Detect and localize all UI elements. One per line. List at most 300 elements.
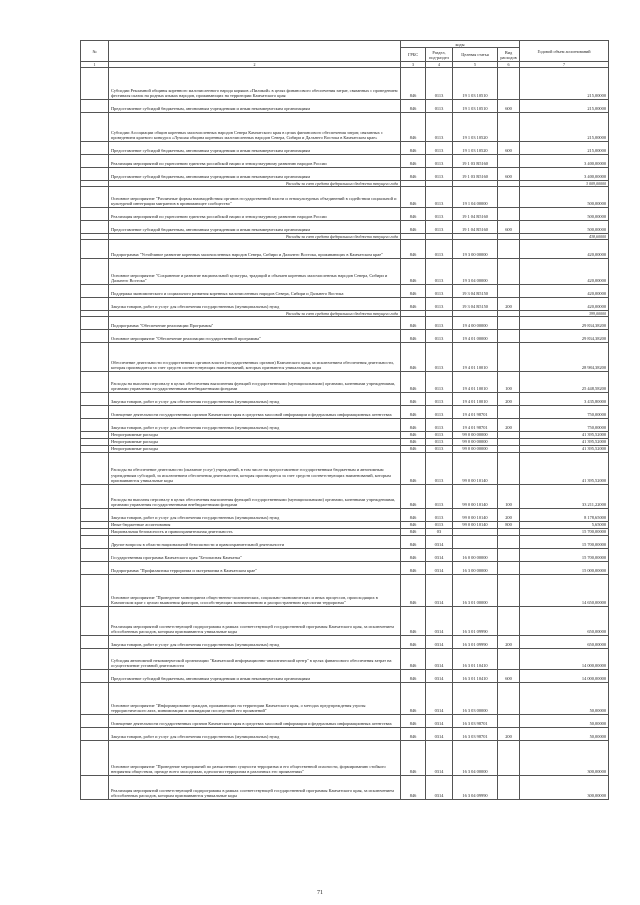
row-razdel: 0113 xyxy=(426,187,453,208)
row-csr: 19 3 04 00000 xyxy=(453,259,498,285)
row-name: Закупка товаров, работ и услуг для обеспечения государственных (муниципальных) нужд xyxy=(109,509,401,522)
row-num xyxy=(81,208,109,221)
row-name: Реализация мероприятий по укреплению единства российской нации и этнокультурному развитию народов России xyxy=(109,155,401,168)
row-razdel: 0314 xyxy=(426,741,453,776)
row-csr: 19 3 04 R5150 xyxy=(453,285,498,298)
row-num xyxy=(81,529,109,536)
row-vr xyxy=(498,68,520,100)
row-amount: 15 700,00000 xyxy=(520,549,609,562)
row-vr xyxy=(498,562,520,575)
row-vr xyxy=(498,285,520,298)
row-num xyxy=(81,221,109,234)
row-grbs: 846 xyxy=(401,715,426,728)
row-vr xyxy=(498,259,520,285)
row-amount: 300,00000 xyxy=(520,776,609,800)
row-vr xyxy=(498,240,520,259)
row-num xyxy=(81,485,109,509)
row-name: Реализация мероприятий соответствующей подпрограммы в рамках соответствующей государственной программы Камчатского края, за исключением обособленных расходов, которым присваиваются уникальные коды xyxy=(109,776,401,800)
header-num: № xyxy=(81,41,109,62)
col-index: 1 xyxy=(81,62,109,68)
table-row xyxy=(81,155,609,168)
row-grbs: 846 xyxy=(401,522,426,529)
row-grbs: 846 xyxy=(401,636,426,649)
row-csr: 19 1 03 10510 xyxy=(453,68,498,100)
row-name: Иные бюджетные ассигнования xyxy=(109,522,401,529)
row-num xyxy=(81,636,109,649)
row-csr: 99 0 00 10140 xyxy=(453,522,498,529)
row-csr: 19 3 00 00000 xyxy=(453,240,498,259)
row-csr: 19 1 03 10520 xyxy=(453,113,498,142)
row-vr xyxy=(498,343,520,372)
row-csr: 99 0 00 00000 xyxy=(453,432,498,439)
row-grbs: 846 xyxy=(401,439,426,446)
row-num xyxy=(81,100,109,113)
row-name: Расходы на выплаты персоналу в целях обеспечения выполнения функций государственными (муниципальными) органами, казенными учреждениями, органами управления государственными внебюджетными фондами xyxy=(109,485,401,509)
row-grbs: 846 xyxy=(401,432,426,439)
row-name: Другие вопросы в области национальной безопасности и правоохранительной деятельности xyxy=(109,536,401,549)
row-amount: 8 178,65000 xyxy=(520,509,609,522)
row-csr: 19 4 00 00000 xyxy=(453,317,498,330)
row-grbs: 846 xyxy=(401,317,426,330)
row-vr xyxy=(498,432,520,439)
table-row xyxy=(81,683,609,715)
row-csr: 19 1 03 10510 xyxy=(453,100,498,113)
row-grbs: 846 xyxy=(401,562,426,575)
row-razdel: 0113 xyxy=(426,393,453,406)
row-name: Закупка товаров, работ и услуг для обеспечения государственных (муниципальных) нужд xyxy=(109,298,401,311)
row-num xyxy=(81,509,109,522)
row-num xyxy=(81,549,109,562)
table-row xyxy=(81,406,609,419)
row-amount: 50,00000 xyxy=(520,683,609,715)
row-name: Расходы за счет средств федерального бюджета текущего года xyxy=(109,234,401,240)
row-num xyxy=(81,536,109,549)
row-razdel: 0113 xyxy=(426,317,453,330)
row-csr: 19 4 01 98701 xyxy=(453,406,498,419)
row-num xyxy=(81,317,109,330)
row-name: Предоставление субсидий бюджетным, автономным учреждениям и иным некоммерческим организациям xyxy=(109,670,401,683)
row-vr xyxy=(498,715,520,728)
row-grbs: 846 xyxy=(401,728,426,741)
row-amount: 420,00000 xyxy=(520,240,609,259)
row-razdel: 0314 xyxy=(426,776,453,800)
row-num xyxy=(81,439,109,446)
row-name: Реализация мероприятий соответствующей подпрограммы в рамках соответствующей государственной программы Камчатского края, за исключением обособленных расходов, которым присваиваются уникальные коды xyxy=(109,607,401,636)
row-grbs: 846 xyxy=(401,453,426,485)
row-name: Освещение деятельности государственных органов Камчатского края в средствах массовой информации и федеральных информационных агентствах xyxy=(109,715,401,728)
row-name: Предоставление субсидий бюджетным, автономным учреждениям и иным некоммерческим организациям xyxy=(109,168,401,181)
row-grbs: 846 xyxy=(401,372,426,393)
row-razdel: 0113 xyxy=(426,240,453,259)
row-vr: 200 xyxy=(498,509,520,522)
row-num xyxy=(81,259,109,285)
row-amount: 300,00000 xyxy=(520,741,609,776)
row-name: Субсидия автономной некоммерческой организации "Камчатский информационно-аналитический центр" в целях финансового обеспечения затрат на осуществление уставной деятельности xyxy=(109,649,401,670)
row-amount: 33 211,22000 xyxy=(520,485,609,509)
row-name: Субсидии Ассоциации общин коренных малочисленных народов Севера Камчатского края в целях финансового обеспечения затрат, связанных с проведением краевого конкурса «Лучшая община коренных малочисленных народов Севера, Сибири и Дальнего Востока в Камчатском крае» xyxy=(109,113,401,142)
row-razdel: 0113 xyxy=(426,285,453,298)
row-name: Освещение деятельности государственных органов Камчатского края в средствах массовой информации и федеральных информационных агентствах xyxy=(109,406,401,419)
table-row xyxy=(81,259,609,285)
row-name: Основное мероприятие "Сохранение и развитие национальной культуры, традиций и обычаев коренных малочисленных народов Севера, Сибири и Дальнего Востока" xyxy=(109,259,401,285)
row-grbs: 846 xyxy=(401,298,426,311)
row-razdel: 0113 xyxy=(426,343,453,372)
row-grbs: 846 xyxy=(401,168,426,181)
row-razdel: 0314 xyxy=(426,549,453,562)
table-row xyxy=(81,446,609,453)
row-vr xyxy=(498,776,520,800)
row-csr: 16 3 04 09990 xyxy=(453,776,498,800)
row-vr xyxy=(498,536,520,549)
row-amount: 750,00000 xyxy=(520,419,609,432)
row-grbs: 846 xyxy=(401,113,426,142)
row-razdel: 0314 xyxy=(426,562,453,575)
row-vr: 100 xyxy=(498,485,520,509)
row-num xyxy=(81,393,109,406)
row-csr: 19 4 01 10010 xyxy=(453,393,498,406)
table-row xyxy=(81,432,609,439)
row-csr: 19 1 03 10520 xyxy=(453,142,498,155)
header-name xyxy=(109,41,401,62)
row-csr: 16 3 01 09990 xyxy=(453,636,498,649)
row-amount: 3 400,00000 xyxy=(520,155,609,168)
row-name: Расходы на выплаты персоналу в целях обеспечения выполнения функций государственными (муниципальными) органами, казенными учреждениями, органами управления государственными внебюджетными фондами xyxy=(109,372,401,393)
row-name: Расходы за счет средств федерального бюджета текущего года xyxy=(109,311,401,317)
row-amount: 500,00000 xyxy=(520,208,609,221)
table-row xyxy=(81,419,609,432)
header-codes: коды xyxy=(401,41,520,48)
row-vr xyxy=(498,741,520,776)
row-amount: 41 395,52000 xyxy=(520,453,609,485)
col-index: 7 xyxy=(520,62,609,68)
row-grbs: 846 xyxy=(401,776,426,800)
row-num xyxy=(81,113,109,142)
row-num xyxy=(81,728,109,741)
row-num xyxy=(81,670,109,683)
row-razdel: 0314 xyxy=(426,670,453,683)
row-amount: 650,00000 xyxy=(520,636,609,649)
row-num xyxy=(81,68,109,100)
row-amount: 5,65000 xyxy=(520,522,609,529)
row-grbs: 846 xyxy=(401,240,426,259)
row-csr: 16 3 03 98701 xyxy=(453,728,498,741)
table-row xyxy=(81,372,609,393)
row-grbs: 846 xyxy=(401,406,426,419)
row-razdel: 0314 xyxy=(426,649,453,670)
row-vr xyxy=(498,446,520,453)
row-name: Реализация мероприятий по укреплению единства российской нации и этнокультурному развитию народов России xyxy=(109,208,401,221)
row-name: Основное мероприятие "Проведение мониторинга общественно-политических, социально-экономических и иных процессов, происходящих в Камчатском крае с целью выявления факторов, способствующих возникновению и распространению идеологии терроризма" xyxy=(109,575,401,607)
row-razdel: 0314 xyxy=(426,715,453,728)
row-amount: 15 700,00000 xyxy=(520,529,609,536)
row-num xyxy=(81,187,109,208)
row-vr xyxy=(498,549,520,562)
row-vr: 200 xyxy=(498,728,520,741)
row-amount: 15 700,00000 xyxy=(520,536,609,549)
row-name: Подпрограмма "Профилактика терроризма и экстремизма в Камчатском крае" xyxy=(109,562,401,575)
row-razdel: 0113 xyxy=(426,168,453,181)
row-amount: 14 650,00000 xyxy=(520,575,609,607)
row-grbs: 846 xyxy=(401,446,426,453)
row-razdel: 0314 xyxy=(426,607,453,636)
table-row xyxy=(81,575,609,607)
row-name: Закупка товаров, работ и услуг для обеспечения государственных (муниципальных) нужд xyxy=(109,393,401,406)
row-num xyxy=(81,776,109,800)
row-amount: 399,00000 xyxy=(520,311,609,317)
table-row xyxy=(81,636,609,649)
row-razdel: 0113 xyxy=(426,259,453,285)
row-amount: 420,00000 xyxy=(520,285,609,298)
row-grbs: 846 xyxy=(401,649,426,670)
row-razdel: 0113 xyxy=(426,298,453,311)
row-vr: 600 xyxy=(498,142,520,155)
row-razdel: 0314 xyxy=(426,575,453,607)
table-row xyxy=(81,343,609,372)
row-name: Подпрограмма "Обеспечение реализации Программы" xyxy=(109,317,401,330)
row-grbs: 846 xyxy=(401,285,426,298)
row-grbs: 846 xyxy=(401,330,426,343)
row-razdel: 0314 xyxy=(426,636,453,649)
row-csr: 19 1 04 R5160 xyxy=(453,208,498,221)
row-amount: 215,00000 xyxy=(520,100,609,113)
row-num xyxy=(81,522,109,529)
table-row xyxy=(81,100,609,113)
row-grbs: 846 xyxy=(401,343,426,372)
header-vr: Вид расходов xyxy=(498,48,520,62)
table-row xyxy=(81,285,609,298)
row-grbs: 846 xyxy=(401,419,426,432)
row-grbs: 846 xyxy=(401,485,426,509)
row-amount: 29 834,38200 xyxy=(520,330,609,343)
row-amount: 28 984,38200 xyxy=(520,343,609,372)
row-grbs: 846 xyxy=(401,670,426,683)
row-grbs: 846 xyxy=(401,259,426,285)
row-amount: 14 000,00000 xyxy=(520,649,609,670)
row-name: Расходы на обеспечение деятельности (оказание услуг) учреждений, в том числе на предоставление государственным бюджетным и автономным учреждениям субсидий, за исключением обеспечения деятельности, которая производится за счет средств соответствующих наименований, которым присваиваются уникальные коды xyxy=(109,453,401,485)
row-name: Закупка товаров, работ и услуг для обеспечения государственных (муниципальных) нужд xyxy=(109,636,401,649)
row-num xyxy=(81,330,109,343)
row-num xyxy=(81,372,109,393)
row-grbs: 846 xyxy=(401,549,426,562)
row-csr: 16 3 00 00000 xyxy=(453,562,498,575)
row-grbs: 846 xyxy=(401,529,426,536)
row-name: Основное мероприятие "Обеспечение реализации государственной программы" xyxy=(109,330,401,343)
row-grbs: 846 xyxy=(401,208,426,221)
row-razdel: 0314 xyxy=(426,536,453,549)
row-razdel: 0113 xyxy=(426,432,453,439)
row-grbs: 846 xyxy=(401,683,426,715)
row-vr: 600 xyxy=(498,221,520,234)
row-name: Обеспечение деятельности государственных органов власти (государственных органов) Камчатского края, за исключением обеспечения деятельности, которая производится за счет средств соответствующих наименований, которых признаются уникальными коды xyxy=(109,343,401,372)
row-amount: 41 395,52000 xyxy=(520,432,609,439)
page-number: 71 xyxy=(317,890,323,896)
row-num xyxy=(81,575,109,607)
row-vr xyxy=(498,683,520,715)
header-razdel: Раздел, под-раздел xyxy=(426,48,453,62)
table-row xyxy=(81,485,609,509)
row-amount: 438,60000 xyxy=(520,234,609,240)
budget-table xyxy=(80,40,609,800)
row-razdel: 0113 xyxy=(426,113,453,142)
row-razdel: 0113 xyxy=(426,155,453,168)
row-vr: 200 xyxy=(498,298,520,311)
row-num xyxy=(81,649,109,670)
row-csr: 16 3 01 10410 xyxy=(453,670,498,683)
header-grbs: ГРБС xyxy=(401,48,426,62)
row-csr: 16 3 04 00000 xyxy=(453,741,498,776)
row-csr: 19 3 04 R5150 xyxy=(453,298,498,311)
row-razdel: 0113 xyxy=(426,330,453,343)
table-row xyxy=(81,168,609,181)
row-razdel: 0113 xyxy=(426,522,453,529)
row-vr xyxy=(498,529,520,536)
row-vr: 200 xyxy=(498,419,520,432)
row-csr: 19 1 04 R5160 xyxy=(453,221,498,234)
row-grbs: 846 xyxy=(401,187,426,208)
table-row xyxy=(81,187,609,208)
row-grbs: 846 xyxy=(401,509,426,522)
row-csr: 19 4 01 10010 xyxy=(453,343,498,372)
row-num xyxy=(81,419,109,432)
row-csr: 19 1 03 R5160 xyxy=(453,155,498,168)
row-grbs: 846 xyxy=(401,68,426,100)
row-csr: 16 3 01 10410 xyxy=(453,649,498,670)
table-row xyxy=(81,393,609,406)
table-row xyxy=(81,142,609,155)
row-csr: 16 0 00 00000 xyxy=(453,549,498,562)
row-amount: 25 448,58200 xyxy=(520,372,609,393)
row-vr xyxy=(498,330,520,343)
row-num xyxy=(81,741,109,776)
row-vr: 600 xyxy=(498,168,520,181)
row-num xyxy=(81,607,109,636)
table-row xyxy=(81,776,609,800)
col-index: 2 xyxy=(109,62,401,68)
table-row xyxy=(81,113,609,142)
row-razdel: 0113 xyxy=(426,372,453,393)
row-amount: 41 395,52000 xyxy=(520,439,609,446)
table-row xyxy=(81,509,609,522)
row-vr: 800 xyxy=(498,522,520,529)
row-amount: 15 000,00000 xyxy=(520,562,609,575)
row-razdel: 0113 xyxy=(426,68,453,100)
row-name: Основное мероприятие "Проведение мероприятий по разъяснению сущности терроризма и его общественной опасности, формированию стойкого неприятия обществом, прежде всего молодежью, идеологии терроризма в различных его проявлениях" xyxy=(109,741,401,776)
row-vr xyxy=(498,439,520,446)
row-csr: 99 0 00 00000 xyxy=(453,446,498,453)
row-vr xyxy=(498,575,520,607)
row-vr: 200 xyxy=(498,636,520,649)
table-row xyxy=(81,741,609,776)
row-amount: 50,00000 xyxy=(520,715,609,728)
row-name: Расходы за счет средств федерального бюджета текущего года xyxy=(109,181,401,187)
row-vr xyxy=(498,453,520,485)
budget-table-page xyxy=(80,40,608,800)
table-row xyxy=(81,607,609,636)
row-razdel: 0314 xyxy=(426,728,453,741)
table-row xyxy=(81,549,609,562)
row-csr: 19 1 04 00000 xyxy=(453,187,498,208)
table-row xyxy=(81,562,609,575)
row-amount: 215,00000 xyxy=(520,68,609,100)
table-row xyxy=(81,715,609,728)
row-vr xyxy=(498,649,520,670)
row-vr: 600 xyxy=(498,100,520,113)
row-grbs: 846 xyxy=(401,155,426,168)
col-index: 6 xyxy=(498,62,520,68)
row-name: Закупка товаров, работ и услуг для обеспечения государственных (муниципальных) нужд xyxy=(109,419,401,432)
row-razdel: 03 xyxy=(426,529,453,536)
row-csr: 16 3 01 09990 xyxy=(453,607,498,636)
row-amount: 420,00000 xyxy=(520,298,609,311)
row-amount: 650,00000 xyxy=(520,607,609,636)
row-amount: 500,00000 xyxy=(520,221,609,234)
row-num xyxy=(81,406,109,419)
row-grbs: 846 xyxy=(401,575,426,607)
row-amount: 3 400,00000 xyxy=(520,168,609,181)
row-name: Предоставление субсидий бюджетным, автономным учреждениям и иным некоммерческим организациям xyxy=(109,100,401,113)
row-name: Государственная программа Камчатского края "Безопасная Камчатка" xyxy=(109,549,401,562)
table-row xyxy=(81,453,609,485)
row-name: Основное мероприятие "Информирование граждан, проживающих на территории Камчатского края, о методах предупреждения угрозы террористического акта, минимизации и ликвидации последствий его проявлений" xyxy=(109,683,401,715)
row-name: Непрограммные расходы xyxy=(109,439,401,446)
col-index: 4 xyxy=(426,62,453,68)
row-vr xyxy=(498,607,520,636)
row-csr: 99 0 00 10140 xyxy=(453,485,498,509)
table-row xyxy=(81,317,609,330)
row-num xyxy=(81,715,109,728)
row-num xyxy=(81,562,109,575)
row-grbs: 846 xyxy=(401,142,426,155)
row-amount: 41 395,52000 xyxy=(520,446,609,453)
table-row xyxy=(81,522,609,529)
row-csr: 99 0 00 10140 xyxy=(453,453,498,485)
row-amount: 215,00000 xyxy=(520,113,609,142)
row-vr xyxy=(498,208,520,221)
row-grbs: 846 xyxy=(401,100,426,113)
row-amount: 420,00000 xyxy=(520,259,609,285)
row-vr xyxy=(498,113,520,142)
row-razdel: 0113 xyxy=(426,100,453,113)
table-row xyxy=(81,221,609,234)
table-row xyxy=(81,240,609,259)
row-name: Предоставление субсидий бюджетным, автономным учреждениям и иным некоммерческим организациям xyxy=(109,142,401,155)
row-razdel: 0113 xyxy=(426,406,453,419)
table-row xyxy=(81,439,609,446)
row-amount: 14 000,00000 xyxy=(520,670,609,683)
table-row xyxy=(81,728,609,741)
row-csr: 19 4 01 98701 xyxy=(453,419,498,432)
row-num xyxy=(81,453,109,485)
row-amount: 500,00000 xyxy=(520,187,609,208)
row-num xyxy=(81,168,109,181)
row-csr: 16 3 03 00000 xyxy=(453,683,498,715)
row-amount: 3 435,80000 xyxy=(520,393,609,406)
row-razdel: 0113 xyxy=(426,453,453,485)
row-num xyxy=(81,240,109,259)
col-index: 3 xyxy=(401,62,426,68)
row-grbs: 846 xyxy=(401,536,426,549)
row-vr xyxy=(498,406,520,419)
row-razdel: 0113 xyxy=(426,142,453,155)
row-csr: 99 0 00 10140 xyxy=(453,509,498,522)
table-row xyxy=(81,68,609,100)
row-razdel: 0113 xyxy=(426,439,453,446)
row-vr: 200 xyxy=(498,393,520,406)
row-grbs: 846 xyxy=(401,393,426,406)
table-row xyxy=(81,670,609,683)
row-name: Субсидии Рекламной общины коренного малочисленного народа коряков «Пиликой» в целях финансового обеспечения затрат, связанных с проведением фестиваля сказок на родных языках народов, проживающих на территории Камчатского края xyxy=(109,68,401,100)
table-row xyxy=(81,529,609,536)
